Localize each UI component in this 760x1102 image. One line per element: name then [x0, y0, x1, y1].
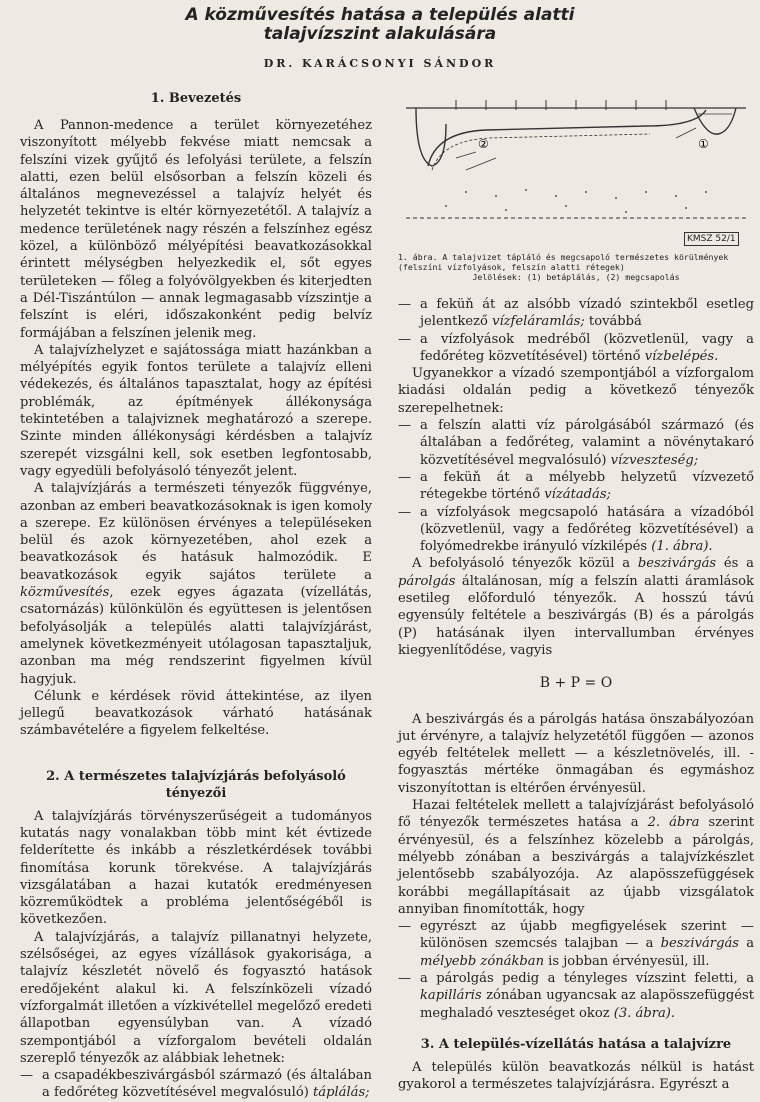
figure-1 [398, 90, 754, 244]
list-item [398, 970, 754, 1022]
emphasis: 2. ábra [647, 815, 700, 831]
list-item [398, 469, 754, 504]
title-line-2: talajvízszint alakulására [263, 24, 497, 44]
text-run: a párolgás pedig a tényleges vízszint feletti, a [420, 970, 754, 986]
paragraph: A beszivárgás és a párolgás hatása önszabályozóan jut érvényre, a talajvíz helyzetétől függően — azonos egyéb feltételek mellett — a készletnövelés, ill. -fogyasztás mértéke önmagában és egymáshoz viszonyítottan is eltérően érvényesül. [398, 711, 754, 796]
text-run: a feküň át a mélyebb helyzetű vízvezető rétegekbe történő [420, 469, 754, 503]
paragraph: A talajvízjárás törvényszerűségeit a tudományos kutatás nagy vonalakban több mint két évtizede felderítette és inkább a részletkérdések további finomítása korunk törekvése. A talajvízjárás vizsgálatában a hazai kutatók eredményesen közreműködtek a probléma jelentőségéből is következően. [20, 808, 372, 928]
text-run: a felszín alatti víz párolgásából származó (és általában a fedőréteg, valamint a növénytakaró közvetítésével megvalósuló) [420, 418, 754, 468]
marker-1: ① [698, 137, 709, 151]
list-item [20, 1067, 372, 1102]
list-item [398, 417, 754, 469]
paragraph [398, 797, 754, 918]
title-line-1: A közművesítés hatása a település alatti [185, 5, 575, 25]
heading-line-1: 2. A természetes talajvízjárás befolyásoló [46, 768, 346, 784]
section-3-heading: 3. A település-vízellátás hatása a talajvízre [420, 1036, 732, 1052]
emphasis: táplálás; [313, 1085, 370, 1101]
paragraph [398, 555, 754, 659]
paragraph: Célunk e kérdések rövid áttekintése, az ilyen jellegű beavatkozások várható hatásának számbavételére a figyelem felkeltése. [20, 688, 372, 739]
emphasis: (1. ábra). [651, 539, 713, 555]
caption-line-2: Jelölések: (1) betáplálás, (2) megcsapolás [472, 272, 680, 282]
figure-caption [398, 252, 754, 282]
groundwater-diagram [406, 96, 746, 236]
list-item [398, 331, 754, 366]
text-run: zónában ugyancsak az alapösszefüggést meghaladó veszteséget okoz [420, 988, 754, 1021]
text-run: a [738, 936, 755, 952]
list [398, 296, 754, 365]
emphasis: beszivárgás [637, 556, 717, 572]
text-run: a vízfolyások medréből (közvetlenül, vagy a fedőréteg közvetítésével) történő [420, 331, 754, 364]
paragraph [20, 480, 372, 688]
equation: B + P = O [539, 675, 613, 692]
emphasis: kapilláris [420, 988, 482, 1004]
marker-2: ② [478, 137, 489, 151]
list [398, 417, 754, 555]
emphasis: párolgás [398, 573, 456, 589]
list-item [398, 296, 754, 331]
heading-line-2: tényezői [165, 785, 227, 801]
text-run: a csapadékbeszivárgásból származó (és általában a fedőréteg közvetítésével megvalósuló) [42, 1068, 372, 1101]
emphasis: (3. ábra). [613, 1005, 676, 1021]
text-run: a vízfolyások megcsapoló hatására a vízadóból (közvetlenül, vagy a fedőréteg közvetítésével) a folyómedrekbe irányuló vízkilépés [420, 504, 754, 555]
left-column [20, 90, 372, 1102]
paragraph: A település külön beavatkozás nélkül is hatást gyakorol a természetes talajvízjárásra. Egyrészt a [398, 1059, 754, 1093]
text-run: és a [716, 556, 754, 572]
text-run: általánosan, míg a felszín alatti áramlások esetileg előforduló tényezők. A hosszú távú egyensúly feltétele a beszivárgás (B) és a párolgás (P) hatásának ilyen intervallumban érvényes kiegyenlítődése, vagyis [398, 573, 754, 658]
list [20, 1067, 372, 1102]
list-item [398, 918, 754, 970]
list-item [398, 504, 754, 556]
text-run: is jobban érvényesül, ill. [544, 953, 710, 969]
emphasis: vízfeláramlás; [492, 314, 585, 330]
text-run: A befolyásoló tényezők közül a [412, 556, 638, 572]
article-title [0, 6, 760, 44]
paragraph: Ugyanekkor a vízadó szempontjából a vízforgalom kiadási oldalán pedig a következő tényezők szerepelhetnek: [398, 366, 754, 416]
emphasis: mélyebb zónákban [420, 953, 545, 969]
caption-line-1: 1. ábra. A talajvizet tápláló és megcsapoló természetes körülmények (felszíni vízfolyások, felszín alatti rétegek) [398, 252, 729, 272]
text-run: szerint érvényesül, és a felszínhez közelebb a párolgás, mélyebb zónában a beszivárgás a talajvízkészlet jelentősebb szabályozója. Az alapösszefüggések korábbi megállapításait az újabb vizsgálatok annyiban finomították, hogy [398, 815, 754, 917]
text-run: a feküň át az alsóbb vízadó szintekből esetleg jelentkező [420, 297, 754, 330]
author: DR. KARÁCSONYI SÁNDOR [263, 57, 497, 70]
paragraph: A talajvízjárás, a talajvíz pillanatnyi helyzete, szélsőségei, az egyes vízállások gyakorisága, a talajvíz készletét növelő és fogyasztó hatások eredőjeként alakul ki. A felszínközeli vízadó vízforgalmát illetően a vízkivétellel megelőző eredeti állapotban egyensúlyban van. A vízadó szempontjából a vízforgalom bevételi oldalán szereplő tényezők az alábbiak lehetnek: [20, 929, 372, 1066]
text-run: , ezek egyes ágazata (vízellátás, csatornázás) különkülön és együttesen is jelentősen befolyásolják a település alatti talajvízjárást, amelynek következményeit utólagosan tapasztaljuk, azonban ma még rendszerint figyelmen kívül hagyjuk. [20, 585, 372, 687]
section-2-heading [20, 768, 372, 802]
emphasis: vízveszteség; [610, 452, 699, 468]
section-1-heading: 1. Bevezetés [150, 91, 242, 106]
paragraph: A Pannon-medence a terület környezetéhez viszonyított mélyebb fekvése miatt nemcsak a felszíni vizek gyűjtő és lefolyási területe, a felszín alatti, ezen belül elsősorban a felszín közeli és általános megnevezéssel a talajvíz helyét és helyzetét tekintve is eltér környezetétől. A talajvíz a medence területének nagy részén a felszínhez egész közel, a különböző mélyépítési beavatkozásokkal érintett mélységben helyezkedik el, sőt egyes területeken — főleg a folyóvölgyekben és kiterjedten a Dél-Tiszántúlon — annak legmagasabb vízszintje a felszínt is eléri, időszakonként pedig belvíz formájában a felszínen jelenik meg. [20, 118, 372, 341]
right-column [398, 90, 754, 1093]
text-run: egyrészt az újabb megfigyelések szerint — különösen szemcsés talajban — a [420, 919, 754, 952]
text-run: továbbá [584, 314, 642, 330]
emphasis: közművesítés [20, 585, 110, 601]
paragraph: A talajvízhelyzet e sajátossága miatt hazánkban a mélyépítés egyik fontos területe a talajvíz elleni védekezés, és általános tapasztalat, hogy az építési problémák, az építmények állékonysága tekintetében a talajviznek meghatározó a szerepe. Szinte minden állékonysági kérdésben a talajvíz szerepét vizsgálni kell, sok esetben legfontosabb, vagy egyedüli befolyásoló tényezőt jelent. [20, 342, 372, 479]
figure-label: KMSZ 52/1 [684, 232, 739, 246]
list [398, 918, 754, 1022]
emphasis: vízátadás; [544, 487, 611, 503]
emphasis: vízbelépés. [644, 348, 719, 364]
text-run: Hazai feltételek mellett a talajvízjárást befolyásoló fő tényezők természetes hatása a [398, 798, 754, 831]
emphasis: beszivárgás [660, 936, 739, 952]
text-run: A talajvízjárás a természeti tényezők függvénye, azonban az emberi beavatkozásoknak is igen komoly a szerepe. Ez különösen érvényes a településeken belül és azok környezetében, ahol ezek a beavatkozások és hatásuk halmozódik. E beavatkozások egyik sajátos területe a [20, 481, 372, 583]
